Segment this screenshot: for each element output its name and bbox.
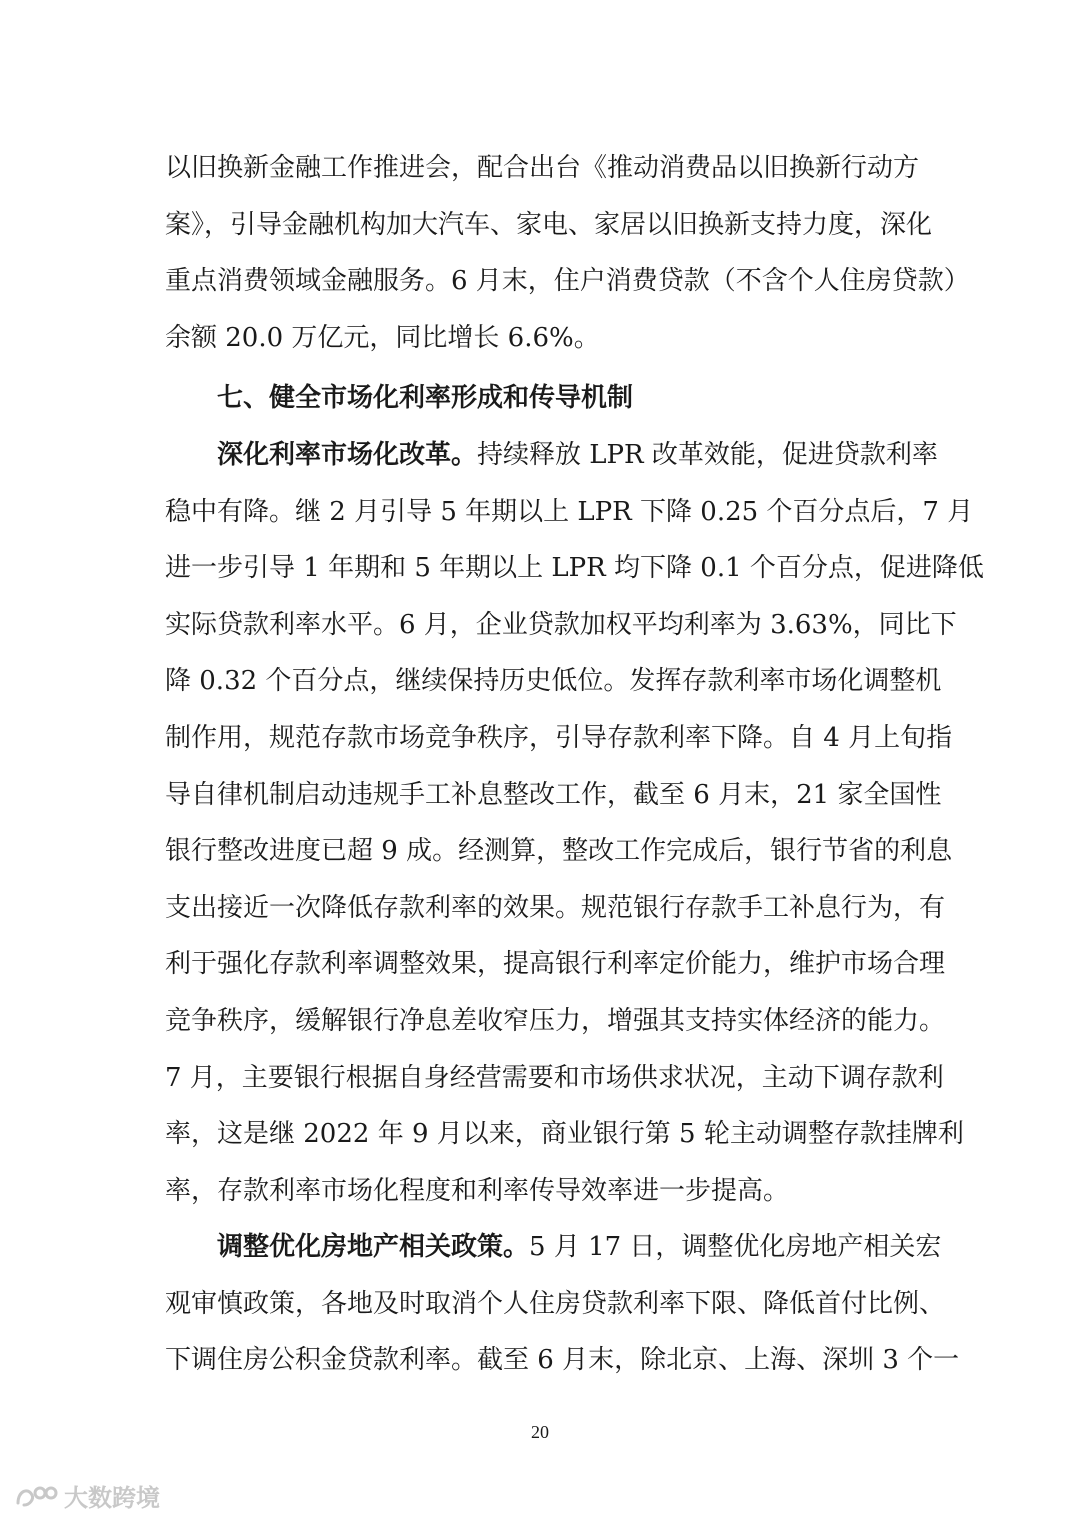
text-line: 制作用，规范存款市场竞争秩序，引导存款利率下降。自 4 月上旬指 (165, 722, 953, 753)
text-line: 银行整改进度已超 9 成。经测算，整改工作完成后，银行节省的利息 (165, 836, 953, 867)
text-line: 案》，引导金融机构加大汽车、家电、家居以旧换新支持力度，深化 (165, 209, 933, 240)
text-run: 持续释放 LPR 改革效能，促进贷款利率 (477, 439, 938, 470)
text-line: 竞争秩序，缓解银行净息差收窄压力，增强其支持实体经济的能力。 (165, 1005, 946, 1036)
document-body (165, 140, 984, 1389)
text-line (165, 1219, 942, 1276)
section-heading: 七、健全市场化利率形成和传导机制 (217, 383, 634, 414)
paragraph-lead: 调整优化房地产相关政策。 (217, 1232, 530, 1263)
page-number: 20 (531, 1422, 549, 1442)
paragraph-consumer-finance (165, 140, 970, 366)
text-line: 进一步引导 1 年期和 5 年期以上 LPR 均下降 0.1 个百分点，促进降低 (165, 553, 984, 584)
watermark (14, 1478, 160, 1513)
watermark-logo-icon (14, 1481, 58, 1511)
text-line: 余额 20.0 万亿元，同比增长 6.6%。 (165, 322, 600, 353)
paragraph-interest-rate-reform (165, 427, 984, 1219)
text-line: 利于强化存款利率调整效果，提高银行利率定价能力，维护市场合理 (165, 949, 946, 980)
text-line: 观审慎政策，各地及时取消个人住房贷款利率下限、降低首付比例、 (165, 1288, 946, 1319)
text-line: 降 0.32 个百分点，继续保持历史低位。发挥存款利率市场化调整机 (165, 666, 942, 697)
paragraph-real-estate-policy (165, 1219, 960, 1389)
text-line: 重点消费领域金融服务。6 月末，住户消费贷款（不含个人住房贷款） (165, 266, 970, 297)
text-run: 5 月 17 日，调整优化房地产相关宏 (529, 1232, 942, 1263)
text-line: 实际贷款利率水平。6 月，企业贷款加权平均利率为 3.63%，同比下 (165, 609, 957, 640)
paragraph-lead: 深化利率市场化改革。 (217, 439, 478, 470)
text-line: 7 月，主要银行根据自身经营需要和市场供求状况，主动下调存款利 (165, 1062, 944, 1093)
text-line: 导自律机制启动违规手工补息整改工作，截至 6 月末，21 家全国性 (165, 779, 942, 810)
text-line: 率，这是继 2022 年 9 月以来，商业银行第 5 轮主动调整存款挂牌利 (165, 1119, 964, 1150)
text-line: 下调住房公积金贷款利率。截至 6 月末，除北京、上海、深圳 3 个一 (165, 1345, 960, 1376)
text-line (165, 427, 938, 484)
text-line: 稳中有降。继 2 月引导 5 年期以上 LPR 下降 0.25 个百分点后，7 月 (165, 496, 974, 527)
text-line: 以旧换新金融工作推进会，配合出台《推动消费品以旧换新行动方 (165, 153, 920, 183)
text-line: 率，存款利率市场化程度和利率传导效率进一步提高。 (165, 1175, 790, 1206)
text-line: 支出接近一次降低存款利率的效果。规范银行存款手工补息行为，有 (165, 892, 946, 923)
watermark-text: 大数跨境 (64, 1484, 160, 1512)
